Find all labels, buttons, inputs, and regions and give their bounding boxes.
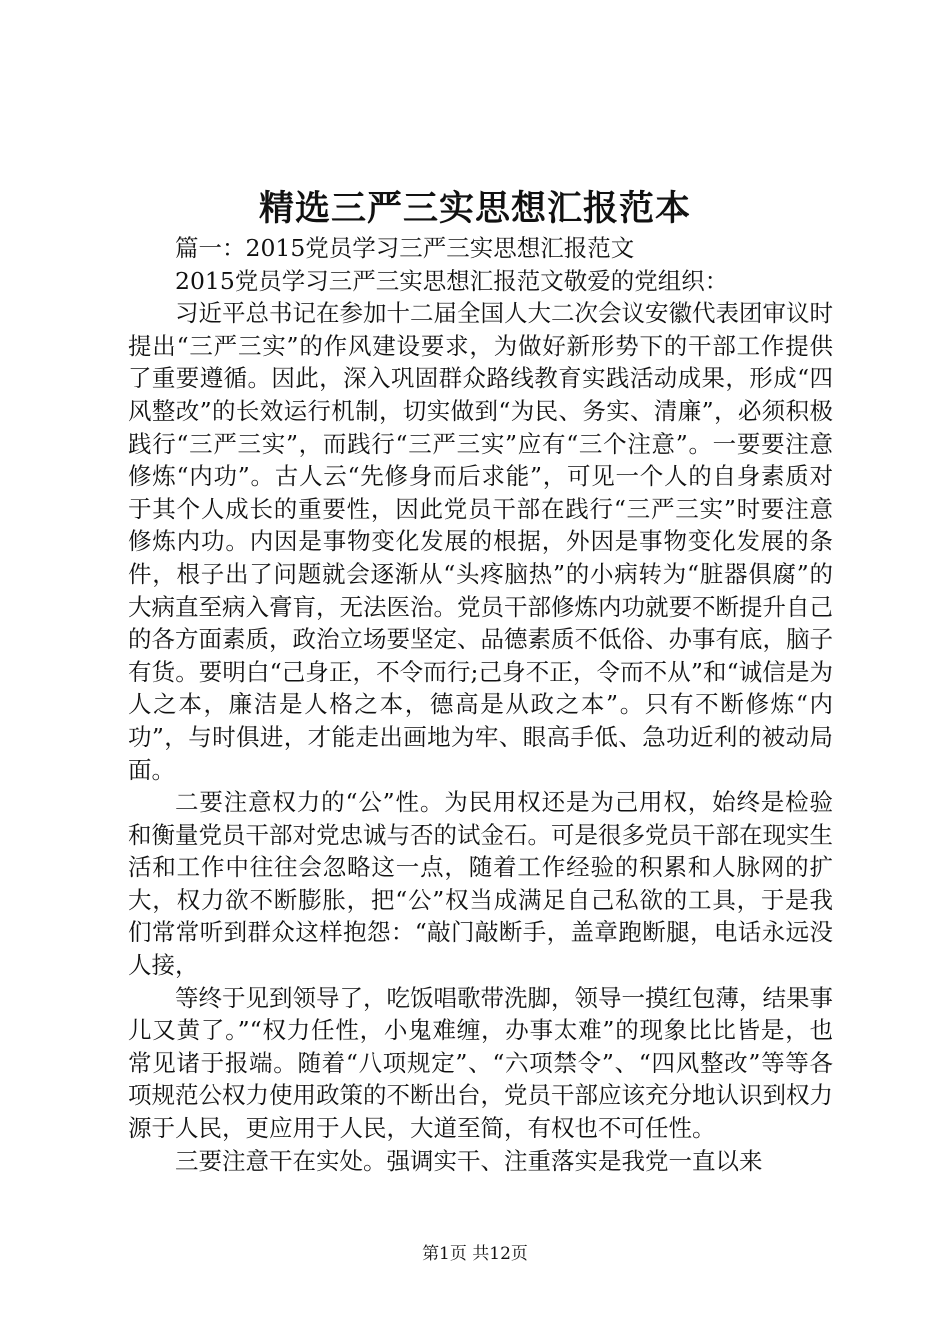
section-heading: 篇一：2015党员学习三严三实思想汇报范文 <box>175 234 635 262</box>
body-paragraph: 等终于见到领导了，吃饭唱歌带洗脚，领导一摸红包薄，结果事儿又黄了。”“权力任性，小鬼难缠，办事太难”的现象比比皆是，也常见诸于报端。随着“八项规定”、“六项禁令”、“四风整改”等等各项规范公权力使用政策的不断出台，党员干部应该充分地认识到权力源于人民，更应用于人民，大道至简，有权也不可任性。 <box>128 983 833 1143</box>
page-footer: 第1页 共12页 <box>422 1244 528 1264</box>
body-paragraph: 三要注意干在实处。强调实干、注重落实是我党一直以来 <box>175 1146 763 1175</box>
body-paragraph: 习近平总书记在参加十二届全国人大二次会议安徽代表团审议时提出“三严三实”的作风建设要求，为做好新形势下的干部工作提供了重要遵循。因此，深入巩固群众路线教育实践活动成果，形成“四风整改”的长效运行机制，切实做到“为民、务实、清廉”，必须积极践行“三严三实”，而践行“三严三实”应有“三个注意”。一要要注意修炼“内功”。古人云“先修身而后求能”，可见一个人的自身素质对于其个人成长的重要性，因此党员干部在践行“三严三实”时要注意修炼内功。内因是事物变化发展的根据，外因是事物变化发展的条件，根子出了问题就会逐渐从“头疼脑热”的小病转为“脏器俱腐”的大病直至病入膏肓，无法医治。党员干部修炼内功就要不断提升自己的各方面素质，政治立场要坚定、品德素质不低俗、办事有底，脑子有货。要明白“己身正，不令而行;己身不正，令而不从”和“诚信是为人之本，廉洁是人格之本，德高是从政之本”。只有不断修炼“内功”，与时俱进，才能走出画地为牢、眼高手低、急功近利的被动局面。 <box>128 299 833 784</box>
body-paragraph: 二要注意权力的“公”性。为民用权还是为己用权，始终是检验和衡量党员干部对党忠诚与否的试金石。可是很多党员干部在现实生活和工作中往往会忽略这一点，随着工作经验的积累和人脉网的扩大，权力欲不断膨胀，把“公”权当成满足自己私欲的工具，于是我们常常听到群众这样抱怨：“敲门敲断手，盖章跑断腿，电话永远没人接， <box>128 788 833 980</box>
document-body <box>128 232 833 1177</box>
salutation: 2015党员学习三严三实思想汇报范文敬爱的党组织： <box>175 266 729 295</box>
document-title: 精选三严三实思想汇报范本 <box>258 188 691 229</box>
